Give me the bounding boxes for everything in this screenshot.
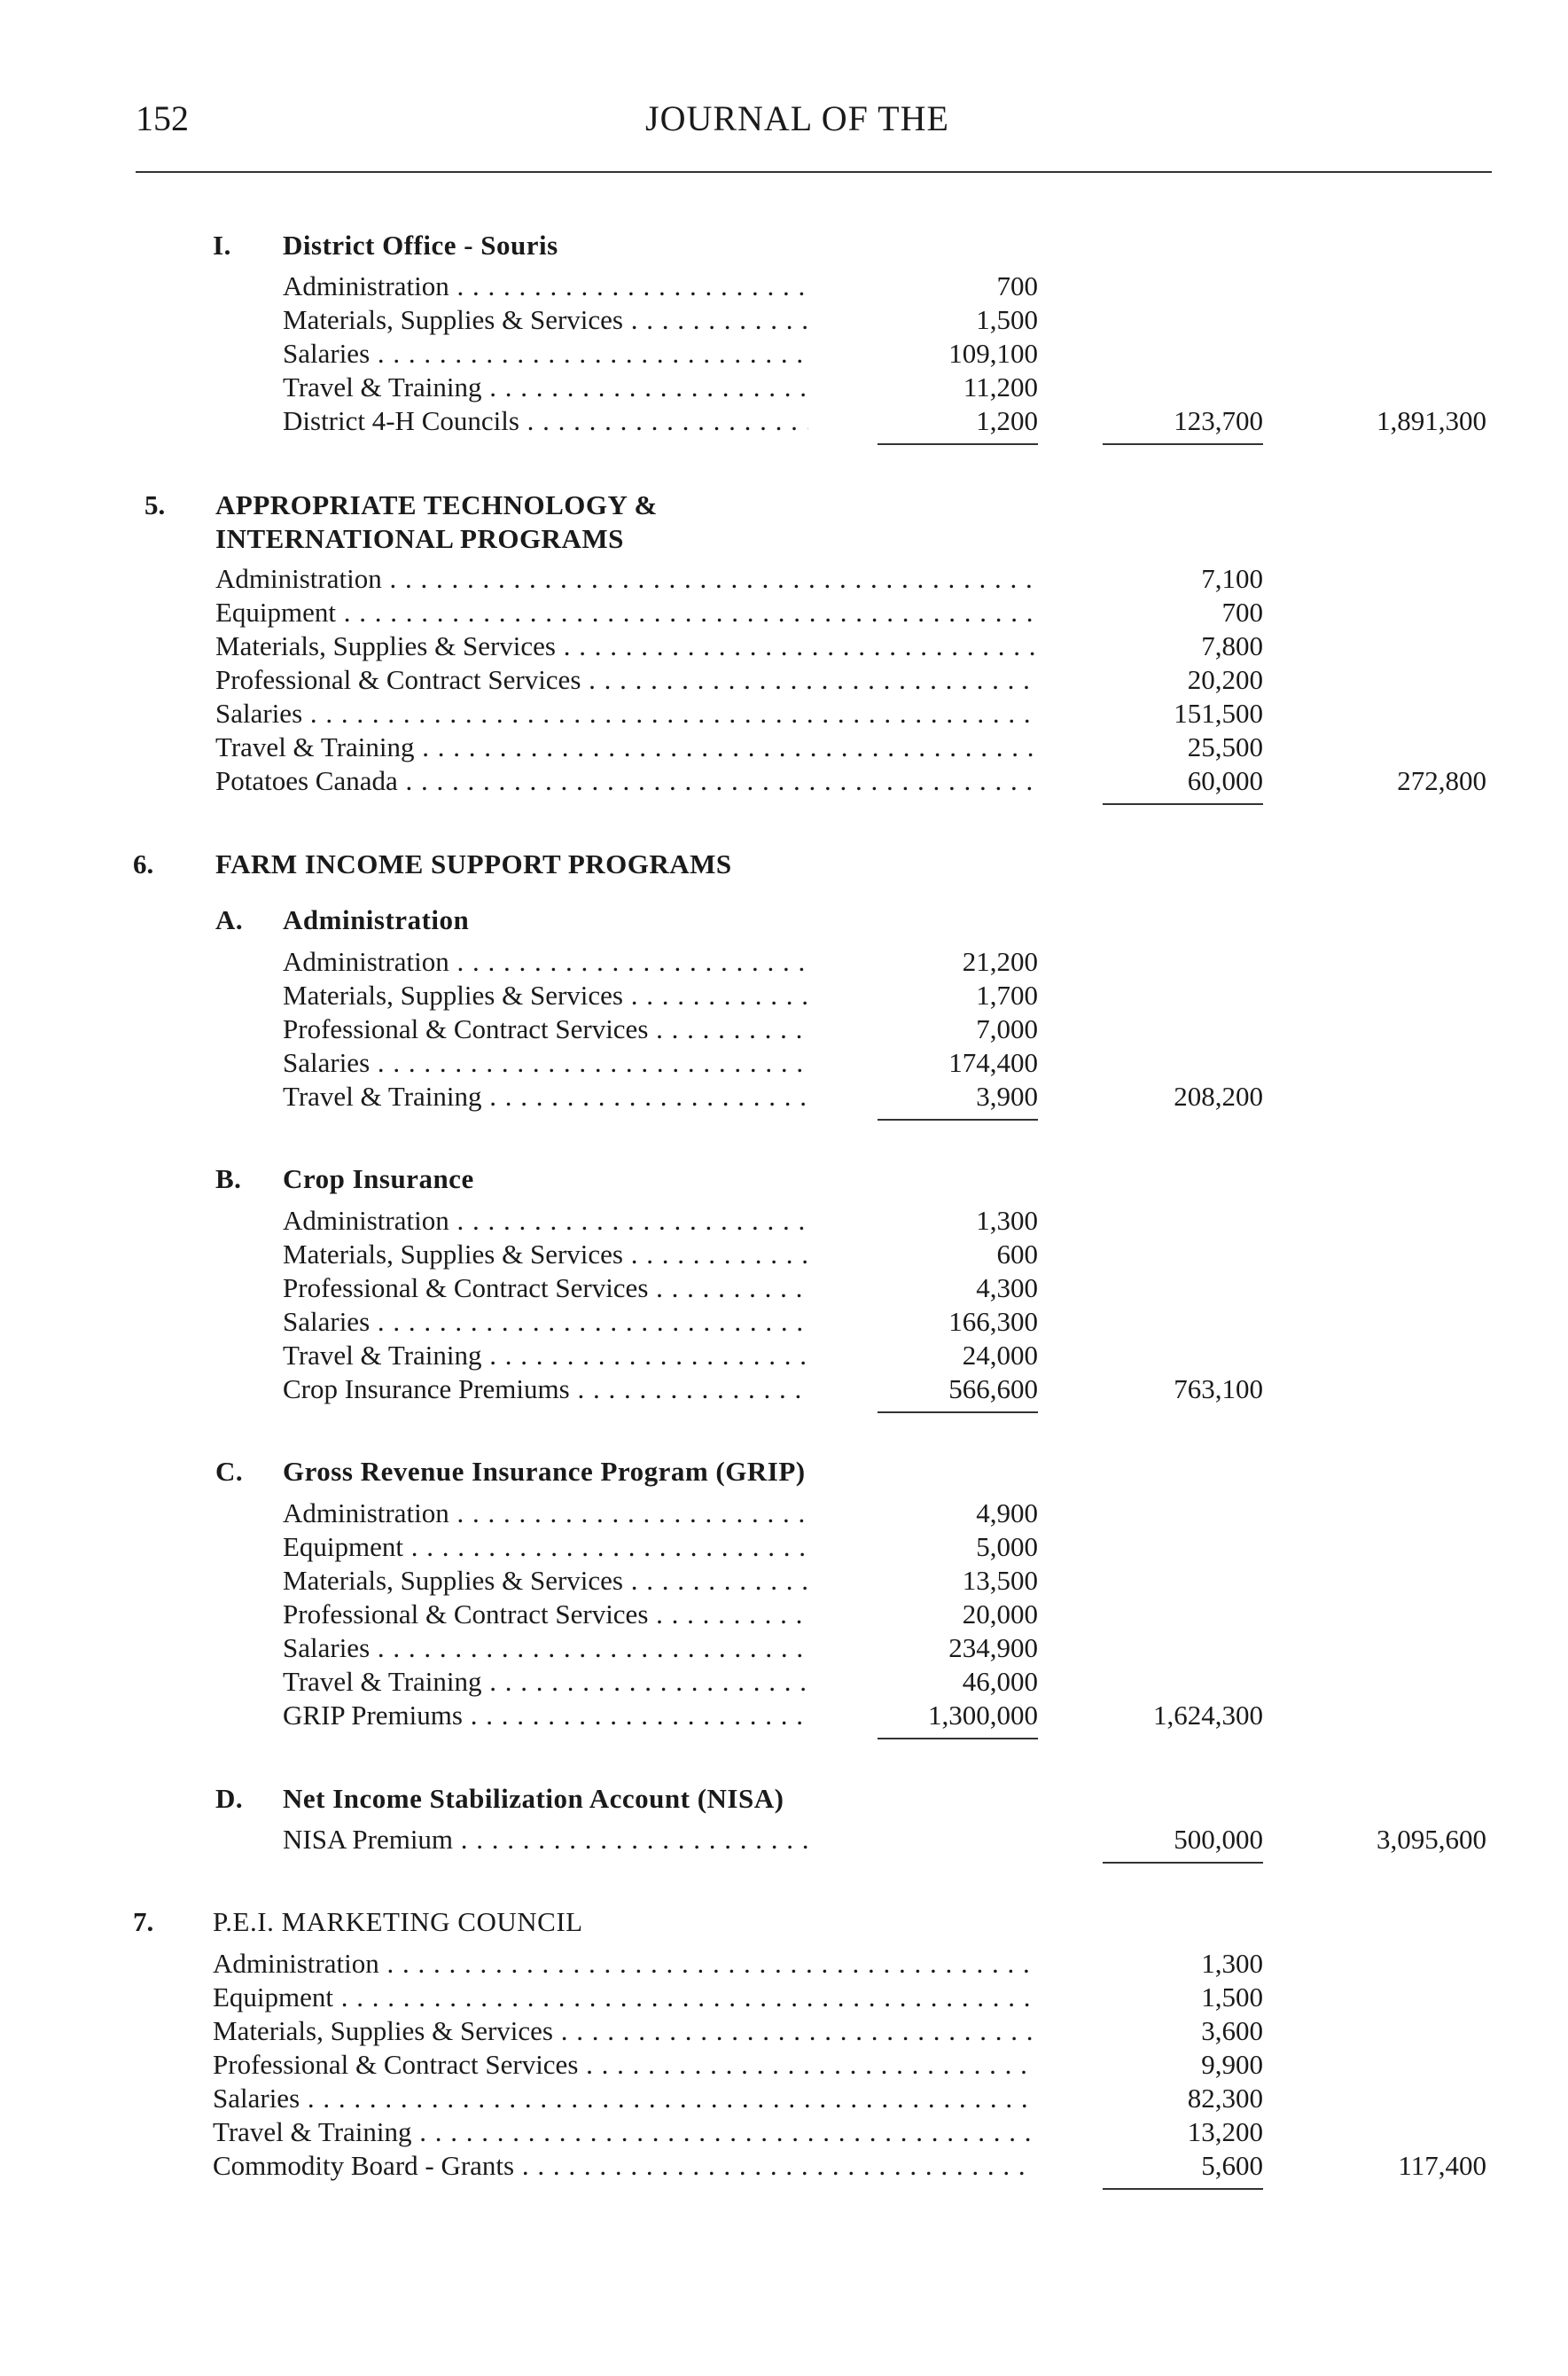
item-label: Salaries . . . [283,1631,808,1665]
line-item [0,1080,1568,1114]
item-label: Salaries . . . [283,1046,808,1080]
item-label: Materials, Supplies & Services . . . [283,303,808,337]
item-label: Materials, Supplies & Services . . . [213,2014,1035,2048]
item-label: GRIP Premiums . . . [283,1699,808,1732]
section-title: FARM INCOME SUPPORT PROGRAMS [215,848,732,879]
subsection-title: District Office - Souris [283,230,558,261]
total-rule [1103,443,1263,445]
item-label: Administration . . . [283,1497,808,1530]
item-amount: 20,200 [1187,664,1263,695]
item-amount: 5,000 [976,1531,1038,1562]
item-label: Salaries . . . [283,337,808,371]
item-amount: 1,300 [976,1205,1038,1236]
item-amount: 13,500 [962,1565,1038,1596]
line-item [0,1598,1568,1631]
item-amount: 1,500 [1201,1981,1263,2013]
item-label: District 4-H Councils . . . [283,404,808,438]
item-amount: 60,000 [1187,765,1263,796]
line-item [0,303,1568,337]
line-item [0,562,1568,596]
item-amount: 1,500 [976,304,1038,335]
item-amount: 1,700 [976,980,1038,1011]
subtotal-rule [878,1738,1038,1739]
item-amount: 82,300 [1187,2083,1263,2114]
item-label: Travel & Training . . . [215,731,1035,764]
item-label: Professional & Contract Services . . . [283,1598,808,1631]
item-label: Travel & Training . . . [283,1665,808,1699]
item-label: Equipment . . . [215,596,1035,629]
item-label: Professional & Contract Services . . . [283,1271,808,1305]
item-amount: 13,200 [1187,2116,1263,2147]
subsection-number: I. [213,230,231,261]
item-amount: 3,900 [976,1081,1038,1112]
line-item [0,337,1568,371]
line-item [0,2048,1568,2082]
item-label: Professional & Contract Services . . . [215,663,1035,697]
item-label: Administration . . . [283,945,808,979]
item-label: Administration . . . [283,1204,808,1238]
item-label: Materials, Supplies & Services . . . [283,1564,808,1598]
item-label: NISA Premium . . . [283,1823,808,1856]
line-item [0,1339,1568,1372]
item-label: Travel & Training . . . [283,1339,808,1372]
subsection-title: Crop Insurance [283,1163,474,1194]
total-rule [1103,803,1263,805]
item-amount: 600 [996,1239,1038,1270]
line-item [0,2149,1568,2183]
item-label: Equipment . . . [213,1981,1035,2014]
section-total-amount: 117,400 [1398,2150,1486,2181]
subtotal-rule [878,1411,1038,1413]
item-amount: 21,200 [962,946,1038,977]
line-item [0,404,1568,438]
item-label: Equipment . . . [283,1530,808,1564]
line-item [0,371,1568,404]
subsection-letter: B. [215,1163,242,1194]
item-amount: 3,600 [1201,2015,1263,2046]
item-amount: 5,600 [1201,2150,1263,2181]
item-amount: 24,000 [962,1340,1038,1371]
running-title: JOURNAL OF THE [645,98,949,138]
subtotal-rule [878,1119,1038,1121]
line-item [0,1699,1568,1732]
item-amount: 7,000 [976,1013,1038,1044]
subtotal-rule [878,443,1038,445]
item-amount: 7,100 [1201,563,1263,594]
item-amount: 25,500 [1187,731,1263,762]
item-amount: 11,200 [963,371,1038,403]
line-item [0,1372,1568,1406]
line-item [0,1046,1568,1080]
total-rule [1103,2188,1263,2190]
line-item [0,945,1568,979]
item-amount: 1,300 [1201,1948,1263,1979]
line-item [0,1204,1568,1238]
item-label: Materials, Supplies & Services . . . [283,979,808,1012]
subsection-title: Gross Revenue Insurance Program (GRIP) [283,1456,806,1487]
subtotal-amount: 1,624,300 [1153,1700,1263,1731]
item-amount: 700 [1221,597,1263,628]
section-total-amount: 3,095,600 [1377,1824,1486,1855]
subsection-title: Administration [283,904,470,935]
item-amount: 234,900 [948,1632,1038,1663]
section-title-line2: INTERNATIONAL PROGRAMS [215,523,624,554]
subtotal-amount: 123,700 [1174,405,1263,436]
item-amount: 46,000 [962,1666,1038,1697]
item-amount: 1,200 [976,405,1038,436]
line-item [0,1823,1568,1856]
item-label: Salaries . . . [215,697,1035,731]
item-amount: 500,000 [1174,1824,1263,1855]
item-amount: 166,300 [948,1306,1038,1337]
section-total-amount: 272,800 [1397,765,1486,796]
line-item [0,1271,1568,1305]
line-item [0,979,1568,1012]
item-label: Potatoes Canada . . . [215,764,1035,798]
subsection-letter: D. [215,1783,244,1814]
subtotal-amount: 763,100 [1174,1373,1263,1404]
section-title: P.E.I. MARKETING COUNCIL [213,1906,583,1937]
line-item [0,629,1568,663]
page-number: 152 [136,98,189,138]
line-item [0,1012,1568,1046]
item-amount: 109,100 [948,338,1038,369]
header-rule [136,171,1492,173]
item-label: Travel & Training . . . [283,1080,808,1114]
item-amount: 174,400 [948,1047,1038,1078]
section-number: 7. [133,1906,154,1937]
line-item [0,1497,1568,1530]
item-label: Materials, Supplies & Services . . . [215,629,1035,663]
item-amount: 7,800 [1201,630,1263,661]
item-amount: 4,300 [976,1272,1038,1303]
line-item [0,270,1568,303]
line-item [0,1665,1568,1699]
line-item [0,1947,1568,1981]
line-item [0,2082,1568,2115]
line-item [0,1981,1568,2014]
section-number: 6. [133,848,154,879]
item-amount: 566,600 [948,1373,1038,1404]
item-label: Commodity Board - Grants . . . [213,2149,1035,2183]
item-label: Professional & Contract Services . . . [283,1012,808,1046]
line-item [0,596,1568,629]
item-label: Administration . . . [283,270,808,303]
item-label: Salaries . . . [283,1305,808,1339]
line-item [0,1564,1568,1598]
line-item [0,1631,1568,1665]
line-item [0,2014,1568,2048]
item-amount: 151,500 [1174,698,1263,729]
line-item [0,731,1568,764]
line-item [0,697,1568,731]
line-item [0,2115,1568,2149]
item-label: Travel & Training . . . [283,371,808,404]
section-title-line1: APPROPRIATE TECHNOLOGY & [215,489,658,520]
item-label: Administration . . . [213,1947,1035,1981]
item-amount: 4,900 [976,1497,1038,1528]
subsection-title: Net Income Stabilization Account (NISA) [283,1783,784,1814]
item-label: Crop Insurance Premiums . . . [283,1372,808,1406]
subsection-letter: C. [215,1456,244,1487]
item-amount: 1,300,000 [928,1700,1038,1731]
subtotal-amount: 208,200 [1174,1081,1263,1112]
item-label: Professional & Contract Services . . . [213,2048,1035,2082]
item-amount: 700 [996,270,1038,301]
subsection-letter: A. [215,904,244,935]
item-amount: 9,900 [1201,2049,1263,2080]
section-number: 5. [144,489,166,520]
item-label: Salaries . . . [213,2082,1035,2115]
total-rule [1103,1862,1263,1864]
line-item [0,1305,1568,1339]
item-label: Travel & Training . . . [213,2115,1035,2149]
item-label: Materials, Supplies & Services . . . [283,1238,808,1271]
line-item [0,764,1568,798]
line-item [0,1238,1568,1271]
line-item [0,663,1568,697]
item-amount: 20,000 [962,1598,1038,1630]
section-total-amount: 1,891,300 [1377,405,1486,436]
line-item [0,1530,1568,1564]
item-label: Administration . . . [215,562,1035,596]
